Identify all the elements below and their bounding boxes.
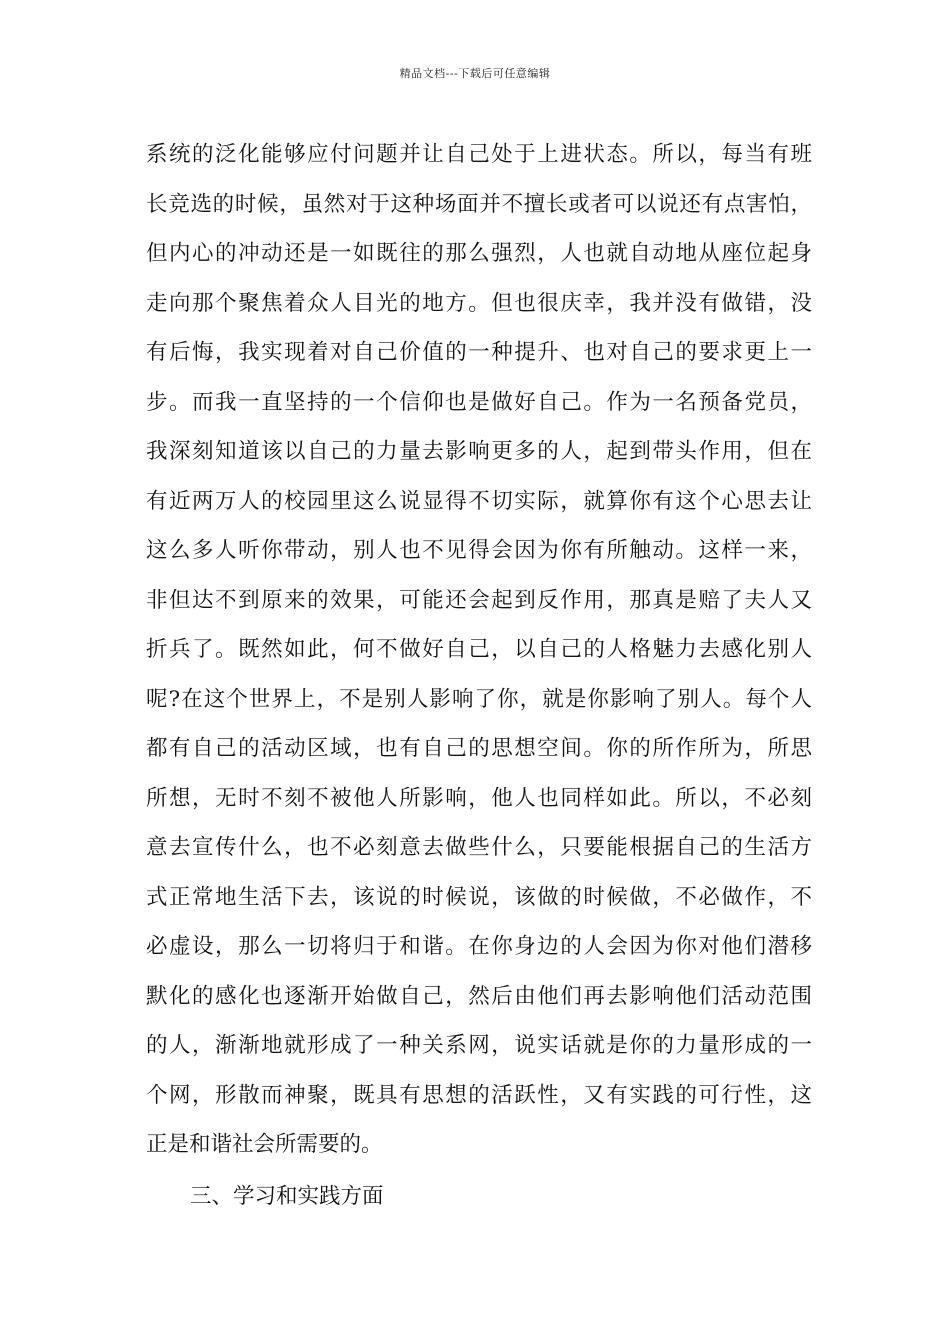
paragraph-line: 所想，无时不刻不被他人所影响，他人也同样如此。所以，不必刻 [146, 785, 812, 811]
paragraph-line: 有近两万人的校园里这么说显得不切实际，就算你有这个心思去让 [146, 488, 812, 514]
paragraph-line: 步。而我一直坚持的一个信仰也是做好自己。作为一名预备党员， [146, 389, 812, 415]
paragraph-line: 有后悔，我实现着对自己价值的一种提升、也对自己的要求更上一 [146, 340, 812, 365]
paragraph-line: 我深刻知道该以自己的力量去影响更多的人，起到带头作用，但在 [146, 439, 812, 464]
paragraph-line: 正是和谐社会所需要的。 [146, 1132, 383, 1157]
paragraph-line: 式正常地生活下去，该说的时候说，该做的时候做，不必做作，不 [146, 884, 812, 910]
body-paragraph [146, 130, 812, 1170]
paragraph-line: 的人，渐渐地就形成了一种关系网，说实话就是你的力量形成的一 [146, 1033, 812, 1058]
paragraph-line: 这么多人听你带动，别人也不见得会因为你有所触动。这样一来， [146, 538, 812, 563]
paragraph-line: 个网，形散而神聚，既具有思想的活跃性，又有实践的可行性，这 [146, 1082, 812, 1108]
paragraph-line: 非但达不到原来的效果，可能还会起到反作用，那真是赔了夫人又 [146, 587, 812, 613]
section-heading: 三、学习和实践方面 [190, 1184, 384, 1209]
page-header: 精品文档---下载后可任意编辑 [399, 67, 551, 80]
paragraph-line: 呢?在这个世界上，不是别人影响了你，就是你影响了别人。每个人 [146, 686, 812, 712]
paragraph-line: 默化的感化也逐渐开始做自己，然后由他们再去影响他们活动范围 [146, 983, 812, 1009]
paragraph-line: 长竞选的时候，虽然对于这种场面并不擅长或者可以说还有点害怕， [146, 191, 812, 217]
paragraph-line: 折兵了。既然如此，何不做好自己，以自己的人格魅力去感化别人 [146, 637, 812, 662]
paragraph-line: 系统的泛化能够应付问题并让自己处于上进状态。所以，每当有班 [146, 142, 812, 167]
paragraph-line: 走向那个聚焦着众人目光的地方。但也很庆幸，我并没有做错，没 [146, 290, 812, 316]
paragraph-line: 都有自己的活动区域，也有自己的思想空间。你的所作所为，所思 [146, 736, 812, 761]
paragraph-line: 意去宣传什么，也不必刻意去做些什么，只要能根据自己的生活方 [146, 835, 812, 860]
paragraph-line: 必虚设，那么一切将归于和谐。在你身边的人会因为你对他们潜移 [146, 934, 812, 959]
paragraph-line: 但内心的冲动还是一如既往的那么强烈，人也就自动地从座位起身 [146, 241, 812, 266]
